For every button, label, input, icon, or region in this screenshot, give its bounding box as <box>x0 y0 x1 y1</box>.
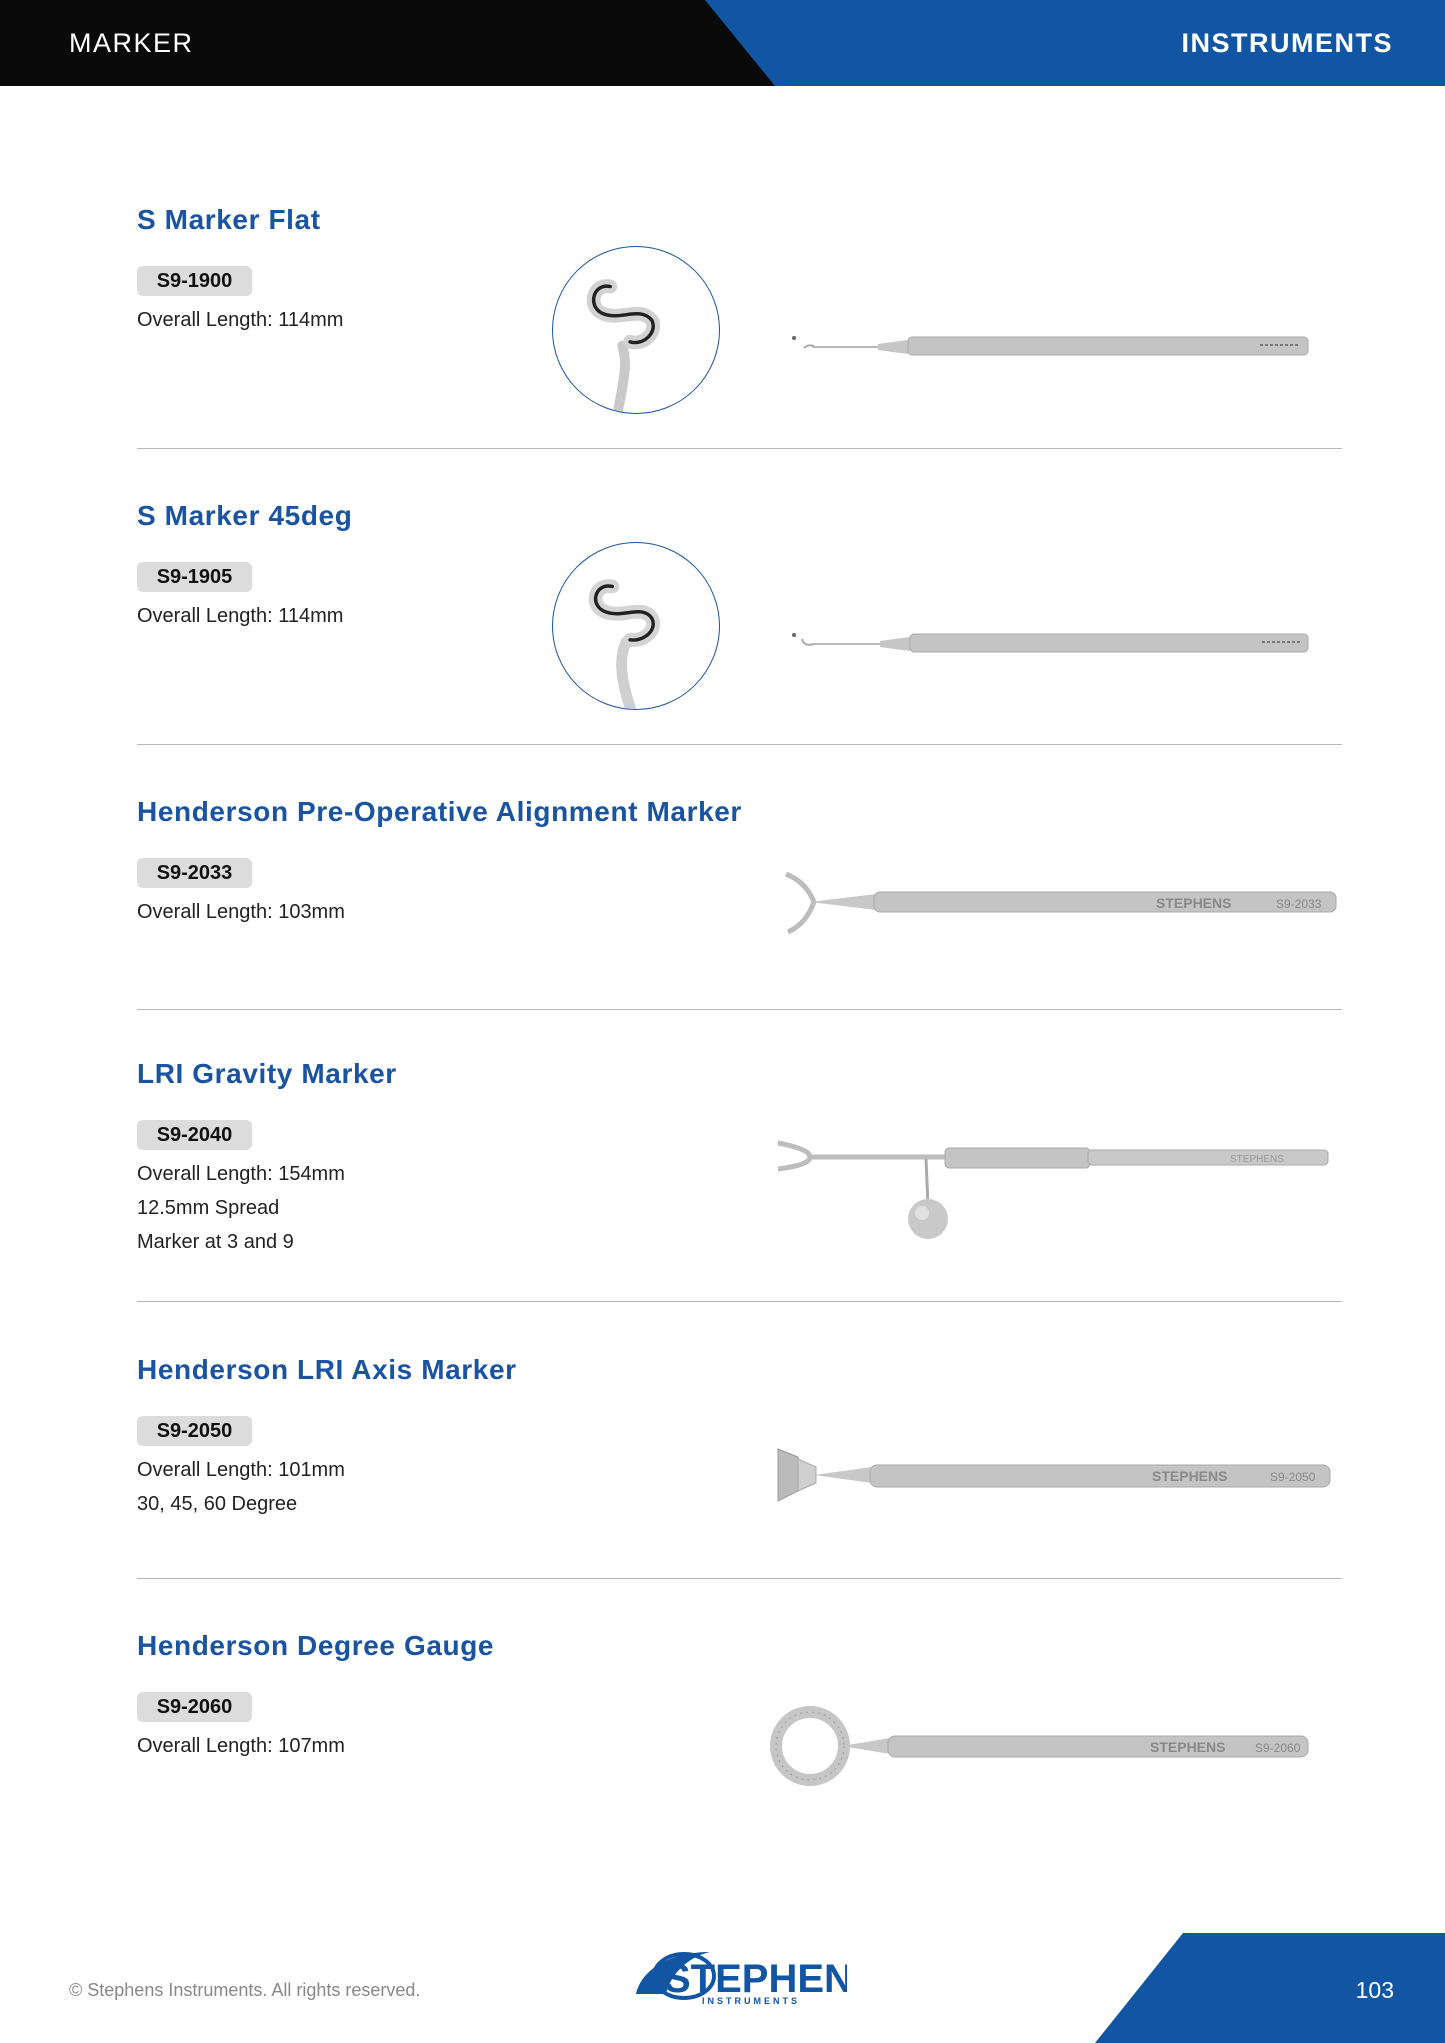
section-divider <box>137 1301 1342 1302</box>
copyright-notice: © Stephens Instruments. All rights reserved. <box>69 1980 421 2000</box>
logo-subtext: INSTRUMENTS <box>702 1996 800 2006</box>
logo-wordmark: STEPHEN <box>664 1957 847 2001</box>
section-divider <box>137 448 1342 449</box>
product-title: S Marker Flat <box>137 204 321 235</box>
product-title: S Marker 45deg <box>137 500 353 531</box>
product-title: Henderson Pre-Operative Alignment Marker <box>137 796 742 827</box>
product-entry <box>137 204 1342 434</box>
product-entry <box>137 500 1342 730</box>
product-spec: Overall Length: 114mm <box>137 605 344 627</box>
section-divider <box>137 1009 1342 1010</box>
sku-badge: S9-1900 <box>137 266 252 296</box>
sku-badge: S9-2033 <box>137 858 252 888</box>
page-number: 103 <box>1355 1977 1394 2003</box>
sku-badge: S9-2060 <box>137 1692 252 1722</box>
product-spec: Marker at 3 and 9 <box>137 1231 294 1253</box>
product-spec: Overall Length: 101mm <box>137 1459 345 1481</box>
detail-zoom-circle <box>552 246 720 414</box>
stephens-logo <box>632 1948 847 2008</box>
product-spec: Overall Length: 114mm <box>137 309 344 331</box>
instrument-photo <box>776 872 1341 938</box>
product-spec: Overall Length: 154mm <box>137 1163 345 1185</box>
instrument-photo <box>772 1443 1337 1509</box>
instrument-photo <box>770 1135 1335 1245</box>
product-spec: Overall Length: 103mm <box>137 901 345 923</box>
section-divider <box>137 1578 1342 1579</box>
instrument-photo <box>770 1706 1315 1786</box>
product-spec: Overall Length: 107mm <box>137 1735 345 1757</box>
svg-text:STEPHENS: STEPHENS <box>1152 1468 1228 1484</box>
svg-text:STEPHENS: STEPHENS <box>1230 1154 1284 1165</box>
engraving-label: S9-2050 <box>1270 1470 1316 1484</box>
sku-badge: S9-1905 <box>137 562 252 592</box>
engraving-label: S9-2033 <box>1276 897 1322 911</box>
instrument-photo <box>790 627 1320 657</box>
product-title: Henderson Degree Gauge <box>137 1630 495 1661</box>
product-title: Henderson LRI Axis Marker <box>137 1354 517 1385</box>
product-title: LRI Gravity Marker <box>137 1058 397 1089</box>
sku-badge: S9-2050 <box>137 1416 252 1446</box>
section-title: MARKER <box>69 28 194 58</box>
svg-text:STEPHENS: STEPHENS <box>1150 1739 1226 1755</box>
sku-badge: S9-2040 <box>137 1120 252 1150</box>
svg-text:STEPHENS: STEPHENS <box>1156 895 1232 911</box>
category-title: INSTRUMENTS <box>1181 28 1393 58</box>
detail-zoom-circle <box>552 542 720 710</box>
product-spec: 30, 45, 60 Degree <box>137 1493 298 1515</box>
instrument-photo <box>790 330 1320 360</box>
engraving-label: S9-2060 <box>1255 1741 1301 1755</box>
page-header <box>0 0 1445 86</box>
section-divider <box>137 744 1342 745</box>
product-spec: 12.5mm Spread <box>137 1197 280 1219</box>
